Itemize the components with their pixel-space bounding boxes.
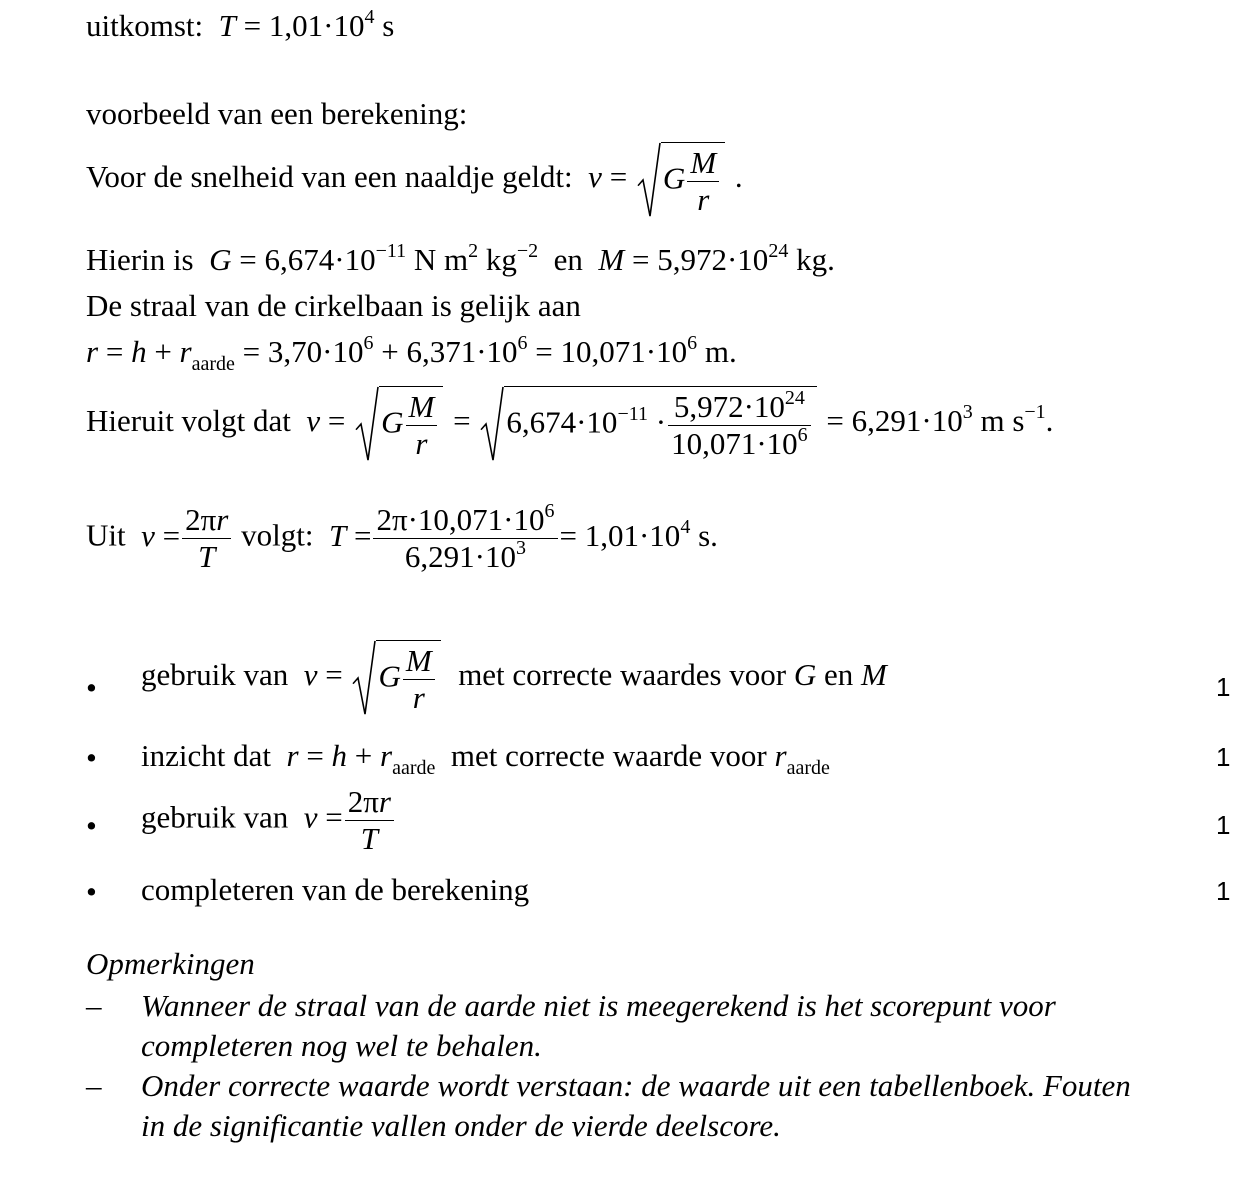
period-formula: v = $\frac{2\pi r}{T}$: [133, 518, 233, 553]
square-root-icon: G $\frac{M}{r}$: [637, 142, 725, 218]
step5-mid: volgt:: [241, 517, 314, 553]
scoring-text-a: inzicht dat: [141, 738, 271, 773]
step2-text: Hierin is: [86, 242, 194, 277]
radius-formula: $r = h + r_{aarde} = 3,70\cdot 10^6 + 6,371\cdot 10^6 = 10,071\cdot 10^6$ m.: [86, 332, 737, 375]
step1-text: Voor de snelheid van een naaldje geldt:: [86, 159, 573, 195]
scoring-item-text: inzicht dat $r = h + r_{aarde}$ met correcte waarde voor $r_{aarde}$: [141, 738, 830, 779]
scoring-text-b: met correcte waardes voor: [458, 657, 787, 693]
period-calc: T = $\frac{2\pi\cdot 10,071\cdot 10^6}{6,291\cdot 10^3}$ = $1,01\cdot 10^4$ s.: [328, 500, 718, 574]
scoring-text-a: completeren van de berekening: [141, 872, 530, 907]
scoring-text-b: met correcte waarde voor: [450, 738, 767, 773]
step1-line: [86, 142, 743, 218]
result-formula: $T = 1,01\cdot 10^4$ s: [218, 6, 395, 43]
square-root-icon: $6,674\cdot 10^{-11}$ · $\frac{5,972\cdot 10^{24}}{10,071\cdot 10^6}$: [480, 386, 816, 462]
dash-icon: –: [86, 1068, 102, 1103]
step4-text: Hieruit volgt dat: [86, 403, 291, 439]
step4-line: [86, 386, 1053, 462]
step5-line: [86, 502, 718, 575]
constant-M: $M = 5,972\cdot 10^{24}$ kg.: [598, 240, 835, 277]
scoring-text-a: gebruik van: [141, 799, 289, 835]
score-points: 1: [1216, 672, 1231, 702]
score-points: 1: [1216, 742, 1231, 772]
dash-icon: –: [86, 988, 102, 1023]
bullet-icon: •: [86, 740, 97, 775]
scoring-item-text: gebruik van v = $\frac{2\pi r}{T}$: [141, 784, 396, 857]
scoring-text-a: gebruik van: [141, 657, 289, 693]
velocity-formula: v = G $\frac{M}{r}$ .: [580, 159, 742, 194]
remark-item: Onder correcte waarde wordt verstaan: de waarde uit een tabellenboek. Fouten in de significantie vallen onder de vierde deelscore.: [141, 1068, 1131, 1143]
step2-line: [86, 242, 835, 278]
result-label: uitkomst:: [86, 8, 204, 43]
score-points: 1: [1216, 810, 1231, 840]
step5-text: Uit: [86, 517, 126, 553]
square-root-icon: G $\frac{M}{r}$: [352, 640, 440, 716]
scoring-text-c: en: [824, 657, 854, 693]
result-line: [86, 8, 394, 44]
score-points: 1: [1216, 876, 1231, 906]
bullet-icon: •: [86, 808, 97, 843]
step2-and: en: [553, 242, 583, 277]
example-heading: voorbeeld van een berekening:: [86, 96, 468, 131]
square-root-icon: G $\frac{M}{r}$: [355, 386, 443, 462]
scoring-item-text: gebruik van v = G $\frac{M}{r}$ met correcte waardes voor G en M: [141, 640, 887, 716]
velocity-calc: v = G $\frac{M}{r}$ = $6,674\cdot 10^{-11}$ · $\frac{5,972\cdot 10^{24}}{10,071\cdot 10^6}$ = $6,291\cdot 10^3$ m $s^{-1}$.: [306, 387, 1054, 461]
step3-text: De straal van de cirkelbaan is gelijk aan: [86, 288, 581, 323]
bullet-icon: •: [86, 670, 97, 705]
remark-item: Wanneer de straal van de aarde niet is meegerekend is het scorepunt voor completeren nog wel te behalen.: [141, 988, 1056, 1063]
remarks-title: Opmerkingen: [86, 946, 255, 981]
constant-G: $G = 6,674\cdot 10^{-11}$ N $m^2$ $kg^{-2}$: [209, 240, 539, 277]
bullet-icon: •: [86, 874, 97, 909]
